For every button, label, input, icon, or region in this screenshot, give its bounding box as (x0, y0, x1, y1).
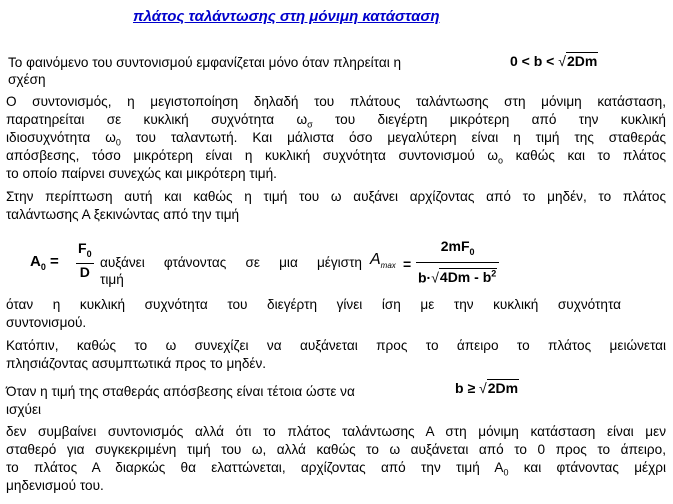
condition-lhs: 0 < b < (510, 53, 555, 69)
omega-zero-sub: 0 (115, 137, 121, 148)
omega-o-sub: ο (498, 155, 504, 166)
p7-line2: σταθερό για συγκεκριμένη τιμή του ω, αλλά καθώς το ω αυξάνεται από το 0 προς το άπειρο, (6, 442, 666, 457)
amax-symbol: A (370, 251, 381, 268)
a0-symbol: A (30, 253, 41, 270)
p2-line5: το οποίο παίρνει συνεχώς και μικρότερη τιμή. (6, 166, 277, 181)
sqrt-sign: √ (431, 269, 439, 286)
p5-line1: Κατόπιν, καθώς το ω συνεχίζει να αυξάνεται προς το άπειρο το πλάτος μειώνεται (6, 338, 666, 353)
amax-numerator: 2mF (440, 238, 470, 254)
amax-sub: max (380, 261, 396, 271)
p4-line2: συντονισμού. (6, 315, 87, 330)
a0-sub: 0 (503, 467, 509, 478)
amax-den-exponent: 2 (491, 268, 497, 279)
amax-label (370, 252, 396, 274)
p2-line2-a: παρατηρείται σε κυκλική συχνότητα ω (6, 112, 308, 127)
condition-lhs: b ≥ (455, 380, 476, 396)
p2-line1: Ο συντονισμός, η μεγιστοποίηση δηλαδή του πλάτους ταλάντωσης στη μόνιμη κατάσταση, (6, 94, 666, 109)
p6-line2: ισχύει (6, 402, 42, 417)
p2-line4-b: καθώς και το πλάτος (503, 148, 667, 163)
p1-line2: σχέση (8, 72, 46, 87)
formula-text-line2: τιμή (100, 272, 124, 287)
a0-equals: = (45, 253, 59, 270)
sqrt-sign: √ (558, 53, 566, 69)
overdamping-condition (455, 380, 519, 396)
p3-line2: ταλάντωσης Α ξεκινώντας από την τιμή (6, 207, 240, 222)
sqrt-sign: √ (479, 380, 487, 396)
amax-equals: = (403, 256, 412, 272)
p5-line2: πλησιάζοντας ασυμπτωτικά προς το μηδέν. (6, 356, 267, 371)
p4-line1: όταν η κυκλική συχνότητα του διεγέρτη γίνει ίση με την κυκλική συχνότητα (6, 297, 621, 312)
condition-radicand: 2Dm (566, 53, 598, 69)
p7-line4: μηδενισμού του. (6, 478, 104, 493)
p3-line1: Στην περίπτωση αυτή και καθώς η τιμή του ω αυξάνει αρχίζοντας από το μηδέν, το πλάτος (6, 189, 666, 204)
p7-line3 (6, 460, 666, 481)
resonance-condition (510, 53, 598, 69)
p7-line3-a: το πλάτος Α διαρκώς θα ελαττώνεται, αρχίζοντας από την τιμή Α (6, 460, 504, 475)
f0-sub: 0 (86, 248, 92, 259)
f0-over-d-fraction (76, 241, 94, 280)
p6-line1: Όταν η τιμή της σταθεράς απόσβεσης είναι τέτοια ώστε να (6, 384, 355, 399)
d-denominator: D (79, 263, 90, 280)
omega-sigma-sub: σ (307, 119, 313, 130)
amax-den-b: b· (418, 269, 432, 286)
a0-label (30, 254, 59, 275)
a0-sub: 0 (40, 262, 46, 272)
amax-den-radicand: 4Dm - b (439, 269, 492, 286)
p1-line1: Το φαινόμενο του συντονισμού εμφανίζεται μόνο όταν πληρείται η (8, 55, 402, 70)
p2-line2-b: του διεγέρτη μικρότερη από την κυκλική (312, 112, 666, 127)
p7-line3-b: και φτάνοντας μέχρι (508, 460, 666, 475)
amax-numerator-sub: 0 (469, 246, 475, 257)
f0-numerator: F (78, 240, 87, 256)
p2-line3-a: ιδιοσυχνότητα ω (6, 130, 116, 145)
amax-fraction (416, 238, 499, 285)
p2-line4-a: απόσβεσης, τόσο μικρότερη είναι η κυκλική συχνότητα συντονισμού ω (6, 148, 499, 163)
page-title: πλάτος ταλάντωσης στη μόνιμη κατάσταση (133, 8, 440, 25)
condition-radicand: 2Dm (487, 380, 519, 396)
p7-line1: δεν συμβαίνει συντονισμός αλλά ότι το πλάτος ταλάντωσης Α στη μόνιμη κατάσταση είναι μεν (6, 424, 666, 439)
formula-text-line1: αυξάνει φτάνοντας σε μια μέγιστη (100, 255, 362, 270)
p2-line3-b: του ταλαντωτή. Και μάλιστα όσο μεγαλύτερη είναι η τιμή της σταθεράς (120, 130, 666, 145)
